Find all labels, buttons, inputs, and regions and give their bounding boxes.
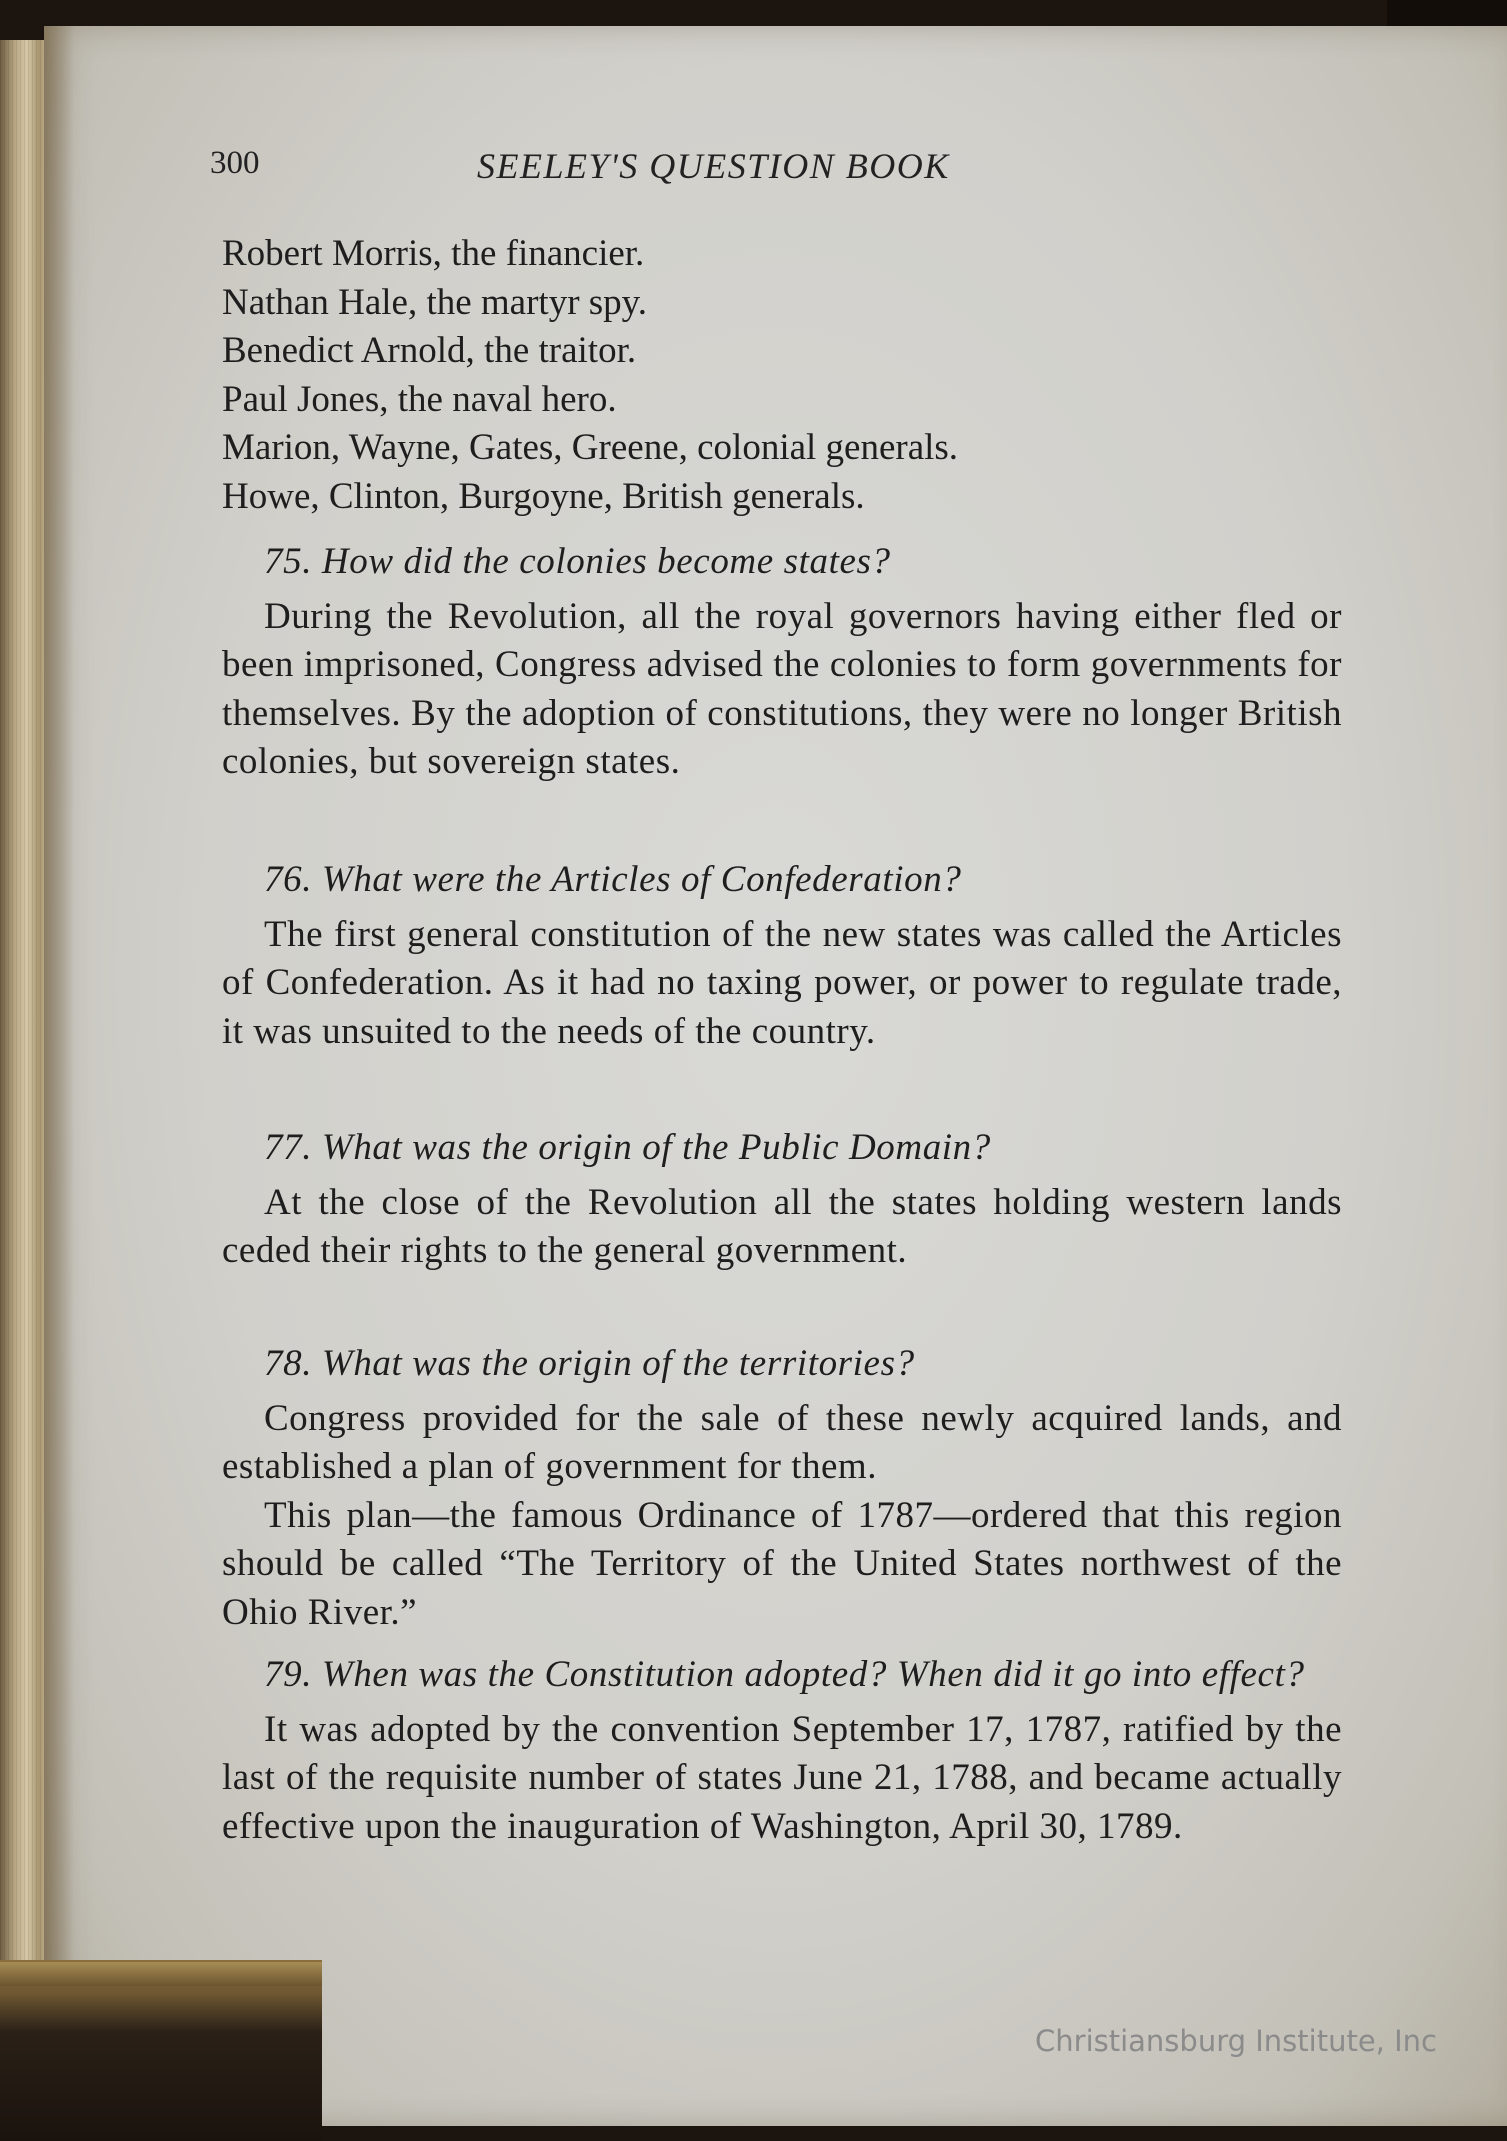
list-item: Robert Morris, the financier. [222, 233, 645, 274]
question-78 [222, 1340, 1342, 1637]
watermark: Christiansburg Institute, Inc [1035, 2024, 1437, 2058]
question-76 [222, 856, 1342, 1056]
question-77 [222, 1124, 1342, 1276]
question-heading: 76. What were the Articles of Confederation? [264, 859, 962, 900]
page-number: 300 [210, 145, 260, 181]
question-79 [222, 1651, 1342, 1851]
running-title: SEELEY'S QUESTION BOOK [477, 146, 950, 186]
answer-paragraph: The first general constitution of the new states was called the Articles of Confederation. As it had no taxing power, or power to regulate trade, it was unsuited to the needs of the country. [222, 913, 1342, 1052]
book-cover-corner [0, 1960, 322, 2141]
page-header [210, 145, 1347, 185]
list-item: Marion, Wayne, Gates, Greene, colonial generals. [222, 427, 959, 468]
page-gutter [44, 26, 74, 2126]
figures-list [222, 230, 1342, 521]
answer-paragraph: It was adopted by the convention September 17, 1787, ratified by the last of the requisite number of states June 21, 1788, and became actually effective upon the inauguration of Washington, April 30, 1789. [222, 1708, 1342, 1847]
question-75 [222, 538, 1342, 787]
answer-paragraph: Congress provided for the sale of these newly acquired lands, and established a plan of government for them. [222, 1397, 1342, 1487]
question-heading: 75. How did the colonies become states? [264, 541, 891, 582]
answer-paragraph: During the Revolution, all the royal governors having either fled or been imprisoned, Congress advised the colonies to form governments for themselves. By the adoption of constitutions, they were no longer British colonies, but sovereign states. [222, 595, 1342, 782]
question-heading: 79. When was the Constitution adopted? When did it go into effect? [264, 1654, 1305, 1695]
book-cover-edge [0, 1962, 322, 1986]
list-item: Nathan Hale, the martyr spy. [222, 281, 648, 323]
list-item: Paul Jones, the naval hero. [222, 378, 617, 420]
question-heading: 78. What was the origin of the territories? [264, 1343, 915, 1384]
list-item: Benedict Arnold, the traitor. [222, 330, 637, 371]
answer-paragraph: At the close of the Revolution all the states holding western lands ceded their rights to the general government. [222, 1181, 1342, 1271]
question-heading: 77. What was the origin of the Public Domain? [264, 1127, 991, 1168]
list-item: Howe, Clinton, Burgoyne, British generals. [222, 475, 865, 517]
answer-paragraph: This plan—the famous Ordinance of 1787—ordered that this region should be called “The Territory of the United States northwest of the Ohio River.” [222, 1494, 1342, 1633]
